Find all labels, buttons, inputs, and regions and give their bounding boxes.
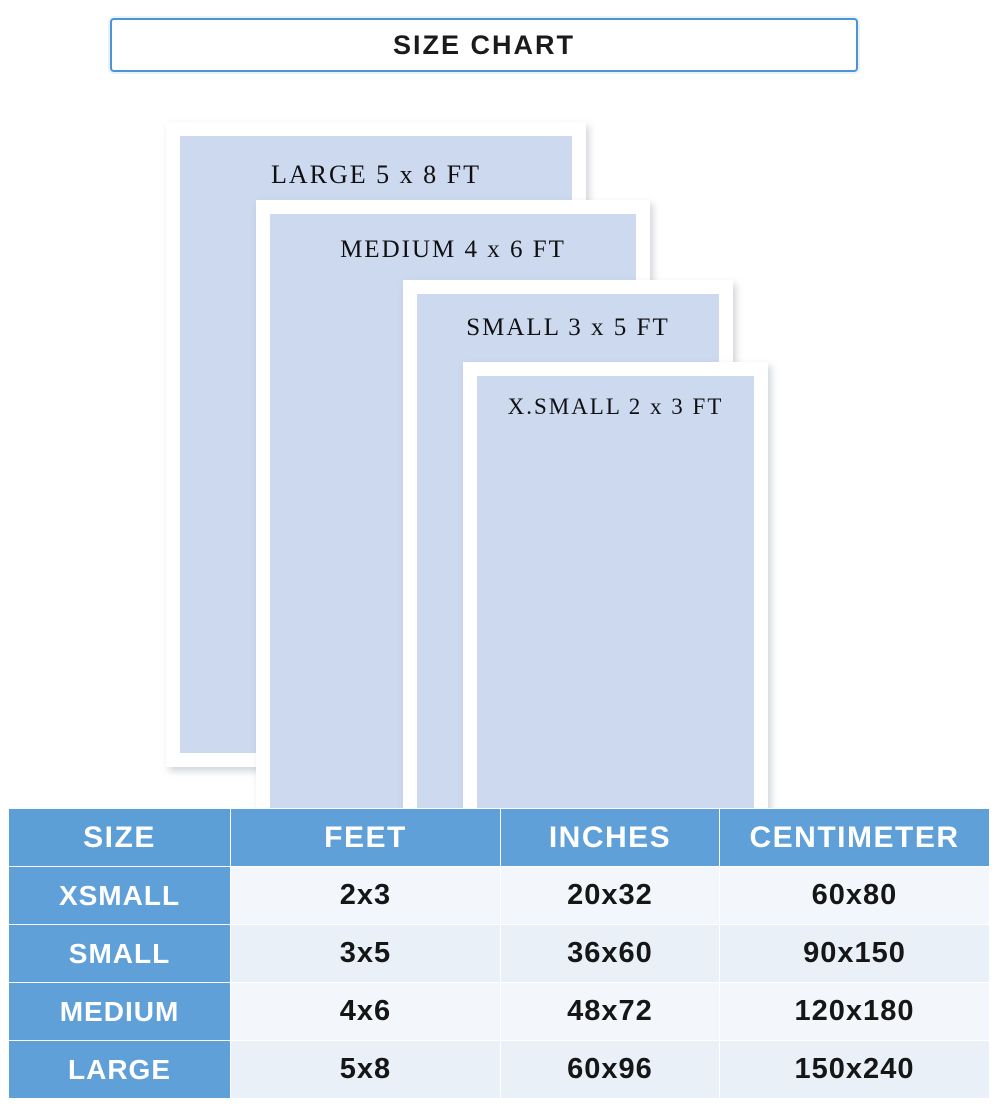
cell-centimeter: 150x240: [720, 1041, 990, 1099]
cell-size: LARGE: [9, 1041, 231, 1099]
header-feet: FEET: [231, 809, 501, 867]
cell-feet: 4x6: [231, 983, 501, 1041]
size-table: [8, 808, 990, 1099]
table-row: [9, 983, 990, 1041]
header-inches: INCHES: [501, 809, 720, 867]
cell-feet: 2x3: [231, 867, 501, 925]
size-chart-title-bar: [110, 18, 858, 72]
cell-feet: 5x8: [231, 1041, 501, 1099]
cell-feet: 3x5: [231, 925, 501, 983]
cell-inches: 60x96: [501, 1041, 720, 1099]
table-row: [9, 925, 990, 983]
size-comparison-diagram: [0, 100, 997, 800]
cell-centimeter: 90x150: [720, 925, 990, 983]
table-row: [9, 1041, 990, 1099]
cell-centimeter: 60x80: [720, 867, 990, 925]
cell-size: SMALL: [9, 925, 231, 983]
panel-large-label: LARGE 5 x 8 FT: [271, 160, 481, 189]
panel-xsmall-label: X.SMALL 2 x 3 FT: [507, 394, 724, 419]
header-size: SIZE: [9, 809, 231, 867]
page-title: SIZE CHART: [393, 29, 575, 60]
cell-inches: 20x32: [501, 867, 720, 925]
panel-small-label: SMALL 3 x 5 FT: [466, 314, 670, 341]
cell-inches: 48x72: [501, 983, 720, 1041]
table-row: [9, 867, 990, 925]
table-header-row: [9, 809, 990, 867]
cell-size: XSMALL: [9, 867, 231, 925]
header-centimeter: CENTIMETER: [720, 809, 990, 867]
cell-size: MEDIUM: [9, 983, 231, 1041]
cell-centimeter: 120x180: [720, 983, 990, 1041]
panel-medium-label: MEDIUM 4 x 6 FT: [340, 236, 566, 263]
cell-inches: 36x60: [501, 925, 720, 983]
